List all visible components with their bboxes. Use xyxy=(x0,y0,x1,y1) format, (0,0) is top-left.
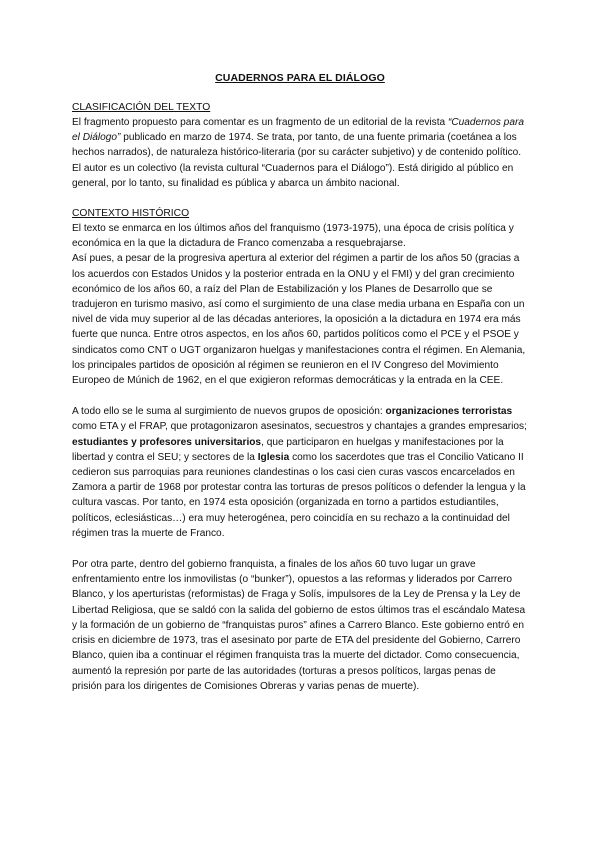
document-page xyxy=(72,72,528,694)
text-run: , que participaron en huelgas y manifestaciones por la libertad y contra el SEU; y sectores de la xyxy=(72,436,504,463)
text-run: publicado en marzo de 1974. Se trata, por tanto, de una fuente primaria (coetánea a los hechos narrados), de naturaleza histórico-literaria (por su carácter subjetivo) y de contenido político. El autor es un colectivo (la revista cultural “Cuadernos para el Diálogo”). Está dirigido al público en general, por lo tanto, su finalidad es pública y abarca un ámbito nacional. xyxy=(72,132,522,189)
paragraph-clasificacion xyxy=(72,115,528,191)
text-run: como ETA y el FRAP, que protagonizaron asesinatos, secuestros y chantajes a grandes empresarios; xyxy=(72,421,527,433)
section-heading-contexto: CONTEXTO HISTÓRICO xyxy=(72,208,190,220)
document-title: CUADERNOS PARA EL DIÁLOGO xyxy=(215,72,385,84)
text-run: El fragmento propuesto para comentar es un fragmento de un editorial de la revista xyxy=(72,117,448,128)
paragraph-contexto-1: El texto se enmarca en los últimos años del franquismo (1973-1975), una época de crisis política y económica en la que la dictadura de Franco comenzaba a resquebrajarse. xyxy=(72,223,514,250)
bold-term: Iglesia xyxy=(257,451,290,463)
section-heading-clasificacion: CLASIFICACIÓN DEL TEXTO xyxy=(72,102,211,113)
bold-term: organizaciones terroristas xyxy=(385,406,513,418)
bold-term: estudiantes y profesores universitarios xyxy=(72,436,262,448)
text-run: A todo ello se le suma al surgimiento de nuevos grupos de oposición: xyxy=(72,406,386,418)
magazine-title-italic: “Cuadernos para el Diálogo” xyxy=(72,117,524,144)
paragraph-contexto-2: Así pues, a pesar de la progresiva apertura al exterior del régimen a partir de los años 50 (gracias a los acuerdos con Estados Unidos y la posterior entrada en la ONU y el FMI) y del gran crecimiento económico de los años 60, a raíz del Plan de Estabilización y los Planes de Desarrollo que se tradujeron en turismo masivo, así como el surgimiento de una clase media urbana en España con un nivel de vida muy superior al de las décadas anteriores, la oposición a la dictadura en 1974 era más fuerte que nunca. Entre otros aspectos, en los años 60, partidos políticos como el PCE y el PSOE y sindicatos como CNT o UGT organizaron huelgas y manifestaciones contra el régimen. En Alemania, los principales partidos de oposición al régimen se reunieron en el IV Congreso del Movimiento Europeo de Múnich de 1962, en el que exigieron reformas democráticas y la entrada en la CEE. xyxy=(72,253,526,387)
text-run: como los sacerdotes que tras el Concilio Vaticano II cedieron sus parroquias para reuniones clandestinas o los casi cien curas vascos encarcelados en Zamora a partir de 1968 por protestar contra las torturas de presos políticos o defender la lengua y la cultura vascas. Por tanto, en 1974 esta oposición (organizada en torno a partidos estudiantiles, políticos, eclesiásticas…) era muy heterogénea, pero coincidía en su rechazo a la continuidad del régimen tras la muerte de Franco. xyxy=(72,451,526,539)
paragraph-contexto-4: Por otra parte, dentro del gobierno franquista, a finales de los años 60 tuvo lugar un grave enfrentamiento entre los inmovilistas (o “bunker”), opuestos a las reformas y liderados por Carrero Blanco, y los aperturistas (reformistas) de Fraga y Solís, impulsores de la Ley de Prensa y la Ley de Libertad Religiosa, que se saldó con la salida del gobierno de estos últimos tras el escándalo Matesa y la formación de un gobierno de “franquistas puros” afines a Carrero Blanco. Este gobierno entró en crisis en diciembre de 1973, tras el asesinato por parte de ETA del presidente del Gobierno, Carrero Blanco, quien iba a continuar el régimen franquista tras la muerte del dictador. Como consecuencia, aumentó la represión por parte de las autoridades (torturas a presos políticos, largas penas de prisión para los dirigentes de Comisiones Obreras y varias penas de muerte). xyxy=(72,559,526,692)
paragraph-contexto-3 xyxy=(72,404,528,541)
